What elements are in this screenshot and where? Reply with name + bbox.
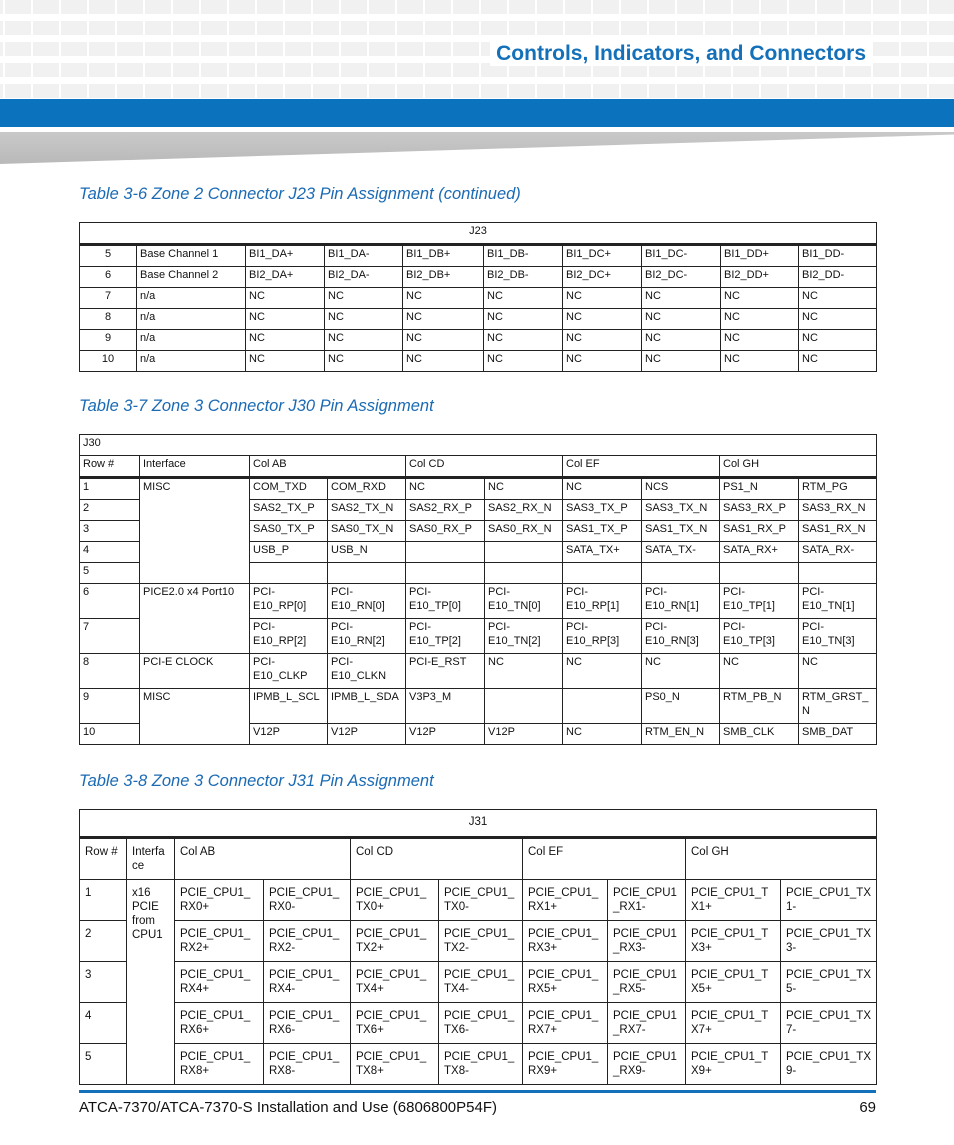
table-row: 10 V12P V12P V12P V12P NC RTM_EN_N SMB_CLK SMB_DAT — [80, 724, 877, 745]
table-row: 6 PICE2.0 x4 Port10 PCI-E10_RP[0] PCI-E10_RN[0] PCI-E10_TP[0] PCI-E10_TN[0] PCI-E10_RP[1] PCI-E10_RN[1] PCI-E10_TP[1] PCI-E10_TN[1] — [80, 584, 877, 619]
table-row: 9 n/a NC NC NC NC NC NC NC NC — [80, 330, 877, 351]
table-row: 3 PCIE_CPU1_RX4+ PCIE_CPU1_RX4- PCIE_CPU1_TX4+ PCIE_CPU1_TX4- PCIE_CPU1_RX5+ PCIE_CPU1_RX5- PCIE_CPU1_TX5+ PCIE_CPU1_TX5- — [80, 962, 877, 1003]
table-row: 7 PCI-E10_RP[2] PCI-E10_RN[2] PCI-E10_TP[2] PCI-E10_TN[2] PCI-E10_RP[3] PCI-E10_RN[3] PCI-E10_TP[3] PCI-E10_TN[3] — [80, 619, 877, 654]
interface-cell: PCI-E CLOCK — [140, 654, 250, 689]
interface-cell: PICE2.0 x4 Port10 — [140, 584, 250, 654]
table-header-row: Row # Interface Col AB Col CD Col EF Col GH — [80, 838, 877, 880]
header-gray-wedge — [0, 132, 954, 164]
table-row: 5 Base Channel 1 BI1_DA+ BI1_DA- BI1_DB+ BI1_DB- BI1_DC+ BI1_DC- BI1_DD+ BI1_DD- — [80, 245, 877, 267]
page-heading: Controls, Indicators, and Connectors — [490, 42, 872, 66]
table-row: 3 SAS0_TX_P SAS0_TX_N SAS0_RX_P SAS0_RX_N SAS1_TX_P SAS1_TX_N SAS1_RX_P SAS1_RX_N — [80, 521, 877, 542]
table-row: 4 USB_P USB_N SATA_TX+ SATA_TX- SATA_RX+ SATA_RX- — [80, 542, 877, 563]
table-3-8-title: J31 — [80, 810, 877, 838]
table-3-8-j31 — [79, 809, 877, 1085]
table-header-row: Row # Interface Col AB Col CD Col EF Col GH — [80, 456, 877, 478]
header-blue-band — [0, 99, 954, 127]
table-3-6-caption: Table 3-6 Zone 2 Connector J23 Pin Assignment (continued) — [79, 185, 521, 203]
table-3-8-caption: Table 3-8 Zone 3 Connector J31 Pin Assignment — [79, 772, 434, 790]
table-row: 4 PCIE_CPU1_RX6+ PCIE_CPU1_RX6- PCIE_CPU1_TX6+ PCIE_CPU1_TX6- PCIE_CPU1_RX7+ PCIE_CPU1_RX7- PCIE_CPU1_TX7+ PCIE_CPU1_TX7- — [80, 1003, 877, 1044]
table-row: 10 n/a NC NC NC NC NC NC NC NC — [80, 351, 877, 372]
table-row: 6 Base Channel 2 BI2_DA+ BI2_DA- BI2_DB+ BI2_DB- BI2_DC+ BI2_DC- BI2_DD+ BI2_DD- — [80, 267, 877, 288]
table-row: 5 — [80, 563, 877, 584]
table-row: 2 SAS2_TX_P SAS2_TX_N SAS2_RX_P SAS2_RX_N SAS3_TX_P SAS3_TX_N SAS3_RX_P SAS3_RX_N — [80, 500, 877, 521]
table-row: 9 MISC IPMB_L_SCL IPMB_L_SDA V3P3_M PS0_N RTM_PB_N RTM_GRST_N — [80, 689, 877, 724]
table-row: 8 PCI-E CLOCK PCI-E10_CLKP PCI-E10_CLKN PCI-E_RST NC NC NC NC NC — [80, 654, 877, 689]
table-3-7-j30 — [79, 434, 877, 745]
interface-cell: x16 PCIE from CPU1 — [127, 880, 175, 1085]
table-row: 2 PCIE_CPU1_RX2+ PCIE_CPU1_RX2- PCIE_CPU1_TX2+ PCIE_CPU1_TX2- PCIE_CPU1_RX3+ PCIE_CPU1_RX3- PCIE_CPU1_TX3+ PCIE_CPU1_TX3- — [80, 921, 877, 962]
table-3-7-caption: Table 3-7 Zone 3 Connector J30 Pin Assignment — [79, 397, 434, 415]
table-row: 5 PCIE_CPU1_RX8+ PCIE_CPU1_RX8- PCIE_CPU1_TX8+ PCIE_CPU1_TX8- PCIE_CPU1_RX9+ PCIE_CPU1_RX9- PCIE_CPU1_TX9+ PCIE_CPU1_TX9- — [80, 1044, 877, 1085]
table-3-6-title: J23 — [80, 223, 877, 245]
table-3-7-title: J30 — [80, 435, 877, 456]
interface-cell: MISC — [140, 689, 250, 745]
table-row: 1 MISC COM_TXD COM_RXD NC NC NC NCS PS1_N RTM_PG — [80, 478, 877, 500]
table-3-6-j23 — [79, 222, 877, 372]
table-row: 8 n/a NC NC NC NC NC NC NC NC — [80, 309, 877, 330]
interface-cell: MISC — [140, 478, 250, 584]
footer-document-title: ATCA-7370/ATCA-7370-S Installation and Use (6806800P54F) — [79, 1099, 498, 1116]
footer-rule — [79, 1090, 876, 1093]
table-row: 7 n/a NC NC NC NC NC NC NC NC — [80, 288, 877, 309]
page-number: 69 — [859, 1099, 876, 1116]
table-row: 1 x16 PCIE from CPU1 PCIE_CPU1_RX0+ PCIE_CPU1_RX0- PCIE_CPU1_TX0+ PCIE_CPU1_TX0- PCIE_CPU1_RX1+ PCIE_CPU1_RX1- PCIE_CPU1_TX1+ PCIE_CPU1_TX1- — [80, 880, 877, 921]
